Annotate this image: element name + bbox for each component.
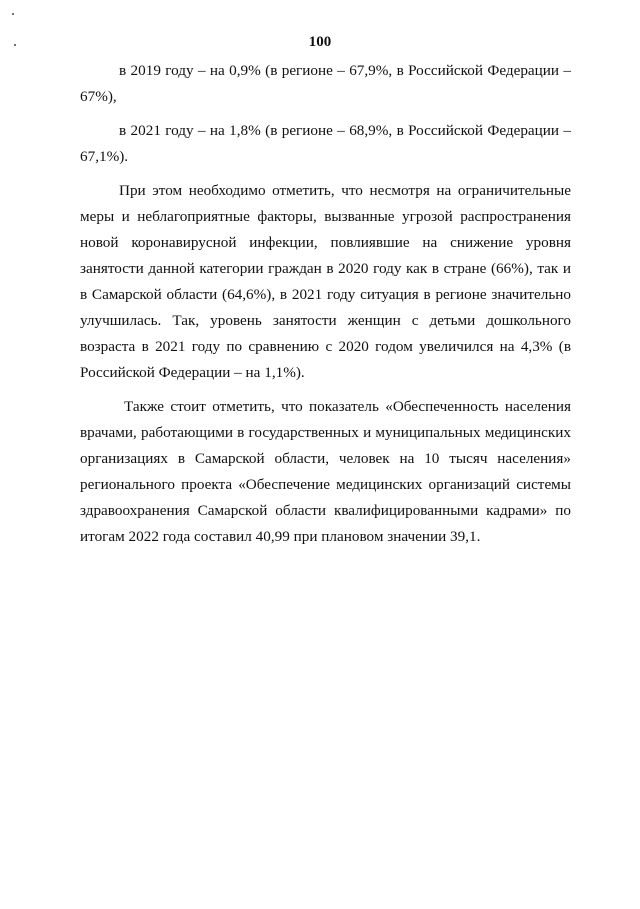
document-body — [80, 58, 571, 550]
page-number: 100 — [308, 34, 332, 50]
paragraph-doctors: Также стоит отметить, что показатель «Обеспеченность населения врачами, работающими в государственных и муниципальных медицинских организациях в Самарской области, человек на 10 тысяч населения» регионального проекта «Обеспечение медицинских организаций системы здравоохранения Самарской области квалифицированными кадрами» по итогам 2022 года составил 40,99 при плановом значении 39,1. — [80, 398, 571, 545]
paragraph-2019: в 2019 году – на 0,9% (в регионе – 67,9%, в Российской Федерации – 67%), — [80, 62, 571, 105]
paragraph-2021: в 2021 году – на 1,8% (в регионе – 68,9%, в Российской Федерации – 67,1%). — [80, 122, 571, 165]
scan-speck — [12, 13, 14, 15]
paragraph-employment: При этом необходимо отметить, что несмотря на ограничительные меры и неблагоприятные факторы, вызванные угрозой распространения новой коронавирусной инфекции, повлиявшие на снижение уровня занятости данной категории граждан в 2020 году как в стране (66%), так и в Самарской области (64,6%), в 2021 году ситуация в регионе значительно улучшилась. Так, уровень занятости женщин с детьми дошкольного возраста в 2021 году по сравнению с 2020 годом увеличился на 4,3% (в Российской Федерации – на 1,1%). — [80, 182, 571, 381]
